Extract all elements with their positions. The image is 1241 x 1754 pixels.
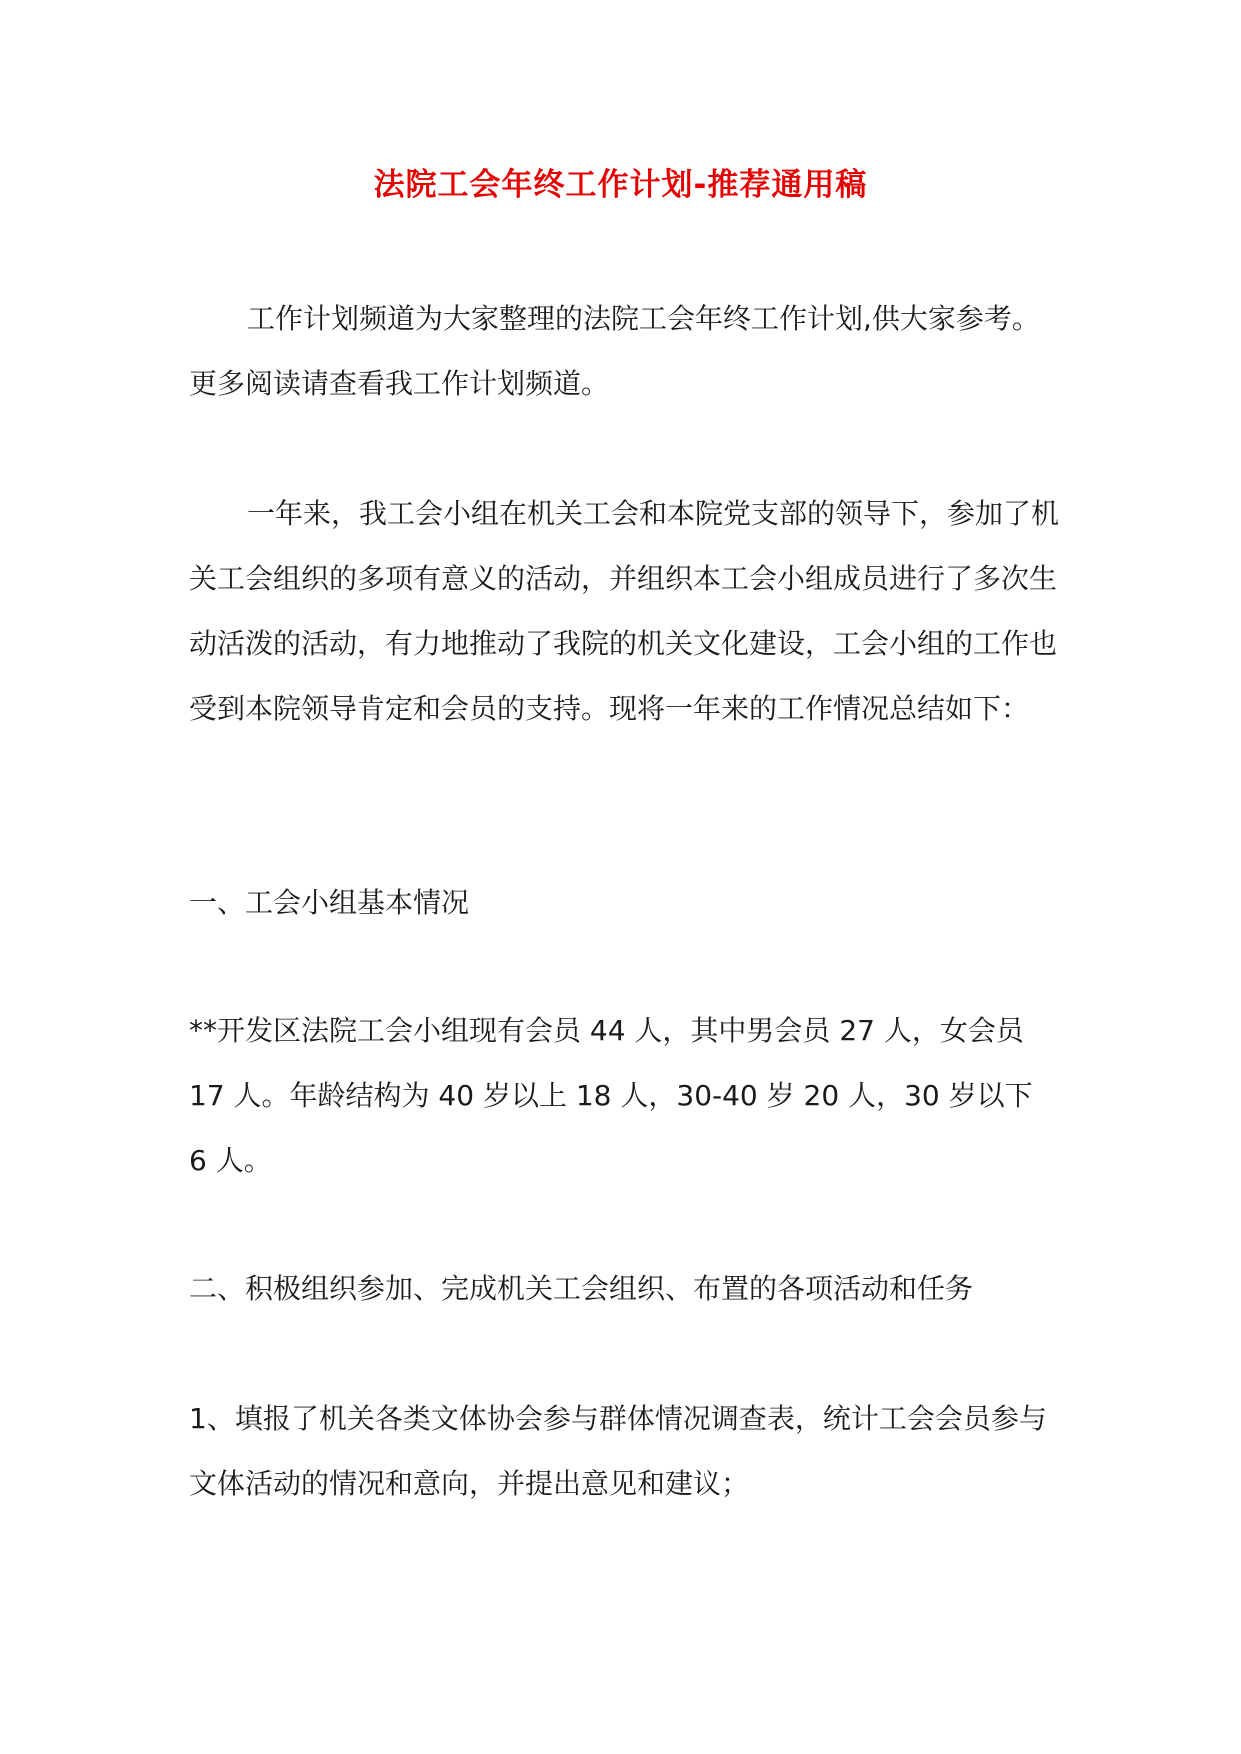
document-title: 法院工会年终工作计划-推荐通用稿 [373, 167, 868, 203]
section-heading-2: 二、积极组织参加、完成机关工会组织、布置的各项活动和任务 [189, 1272, 974, 1305]
paragraph-member-stats: **开发区法院工会小组现有会员 44 人，其中男会员 27 人，女会员 17 人。年龄结构为 40 岁以上 18 人，30-40 岁 20 人，30 岁以下 6 人。 [189, 1014, 1033, 1177]
list-item-1: 1、填报了机关各类文体协会参与群体情况调查表，统计工会会员参与文体活动的情况和意向，并提出意见和建议； [189, 1402, 1047, 1500]
section-heading-1: 一、工会小组基本情况 [189, 886, 470, 919]
paragraph-summary: 一年来，我工会小组在机关工会和本院党支部的领导下，参加了机关工会组织的多项有意义的活动，并组织本工会小组成员进行了多次生动活泼的活动，有力地推动了我院的机关文化建设，工会小组的工作也受到本院领导肯定和会员的支持。现将一年来的工作情况总结如下： [189, 497, 1060, 725]
paragraph-intro: 工作计划频道为大家整理的法院工会年终工作计划,供大家参考。更多阅读请查看我工作计划频道。 [189, 302, 1040, 400]
